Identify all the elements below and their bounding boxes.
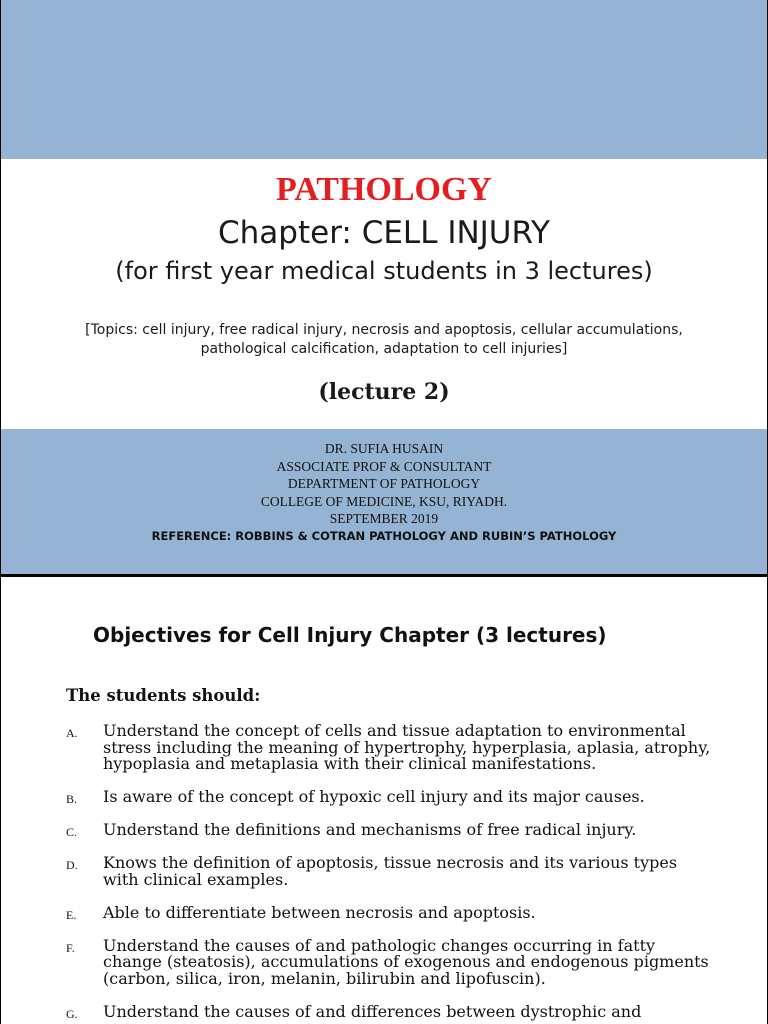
objective-item	[66, 902, 716, 922]
objective-text: Understand the causes of and differences between dystrophic and	[103, 1001, 642, 1021]
objectives-slide	[1, 577, 767, 1024]
credits-block	[1, 440, 767, 545]
objective-item	[66, 822, 716, 839]
objectives-title: Objectives for Cell Injury Chapter (3 lectures)	[93, 623, 607, 647]
author-position: ASSOCIATE PROF & CONSULTANT	[276, 458, 492, 474]
presentation-date: SEPTEMBER 2019	[329, 511, 439, 526]
objective-marker: C.	[66, 825, 78, 839]
objective-text: Able to differentiate between necrosis and apoptosis.	[103, 902, 536, 922]
objective-marker: A.	[66, 726, 78, 740]
objective-marker: F.	[66, 940, 75, 955]
objective-item	[66, 855, 716, 888]
objective-marker: E.	[66, 907, 77, 922]
author-department: DEPARTMENT OF PATHOLOGY	[287, 476, 481, 491]
objective-marker: G.	[66, 1006, 78, 1021]
objective-text: Knows the definition of apoptosis, tissue necrosis and its various types with clinical examples.	[103, 853, 678, 889]
audience-subtitle: (for first year medical students in 3 lectures)	[115, 257, 653, 285]
lecture-number: (lecture 2)	[318, 379, 450, 405]
header-band	[1, 0, 767, 159]
objectives-intro: The students should:	[66, 686, 261, 705]
reference-line: REFERENCE: ROBBINS & COTRAN PATHOLOGY AND RUBIN’S PATHOLOGY	[151, 528, 617, 543]
subject-title: PATHOLOGY	[276, 171, 492, 208]
objective-text: Understand the definitions and mechanisms of free radical injury.	[103, 820, 637, 839]
objective-marker: B.	[66, 792, 78, 806]
objectives-list	[66, 723, 716, 1024]
objective-text: Understand the causes of and pathologic changes occurring in fatty change (steatosis), accumulations of exogenous and endogenous pigments (carbon, silica, iron, melanin, bilirubin and lipofuscin).	[103, 935, 709, 988]
objective-item	[66, 789, 716, 806]
chapter-title: Chapter: CELL INJURY	[218, 215, 550, 251]
objective-item	[66, 1001, 716, 1021]
objective-item	[66, 723, 716, 773]
title-slide	[1, 0, 767, 574]
objective-item	[66, 935, 716, 988]
author-college: COLLEGE OF MEDICINE, KSU, RIYADH.	[260, 493, 508, 509]
objective-text: Understand the concept of cells and tissue adaptation to environmental stress including the meaning of hypertrophy, hyperplasia, aplasia, atrophy, hypoplasia and metaplasia with their clinical manifestations.	[103, 721, 711, 773]
objective-text: Is aware of the concept of hypoxic cell injury and its major causes.	[103, 787, 645, 806]
author-name: DR. SUFIA HUSAIN	[324, 441, 444, 456]
topics-text: [Topics: cell injury, free radical injury, necrosis and apoptosis, cellular accumulations, pathological calcification, adaptation to cell injuries]	[85, 322, 683, 357]
objective-marker: D.	[66, 858, 78, 872]
